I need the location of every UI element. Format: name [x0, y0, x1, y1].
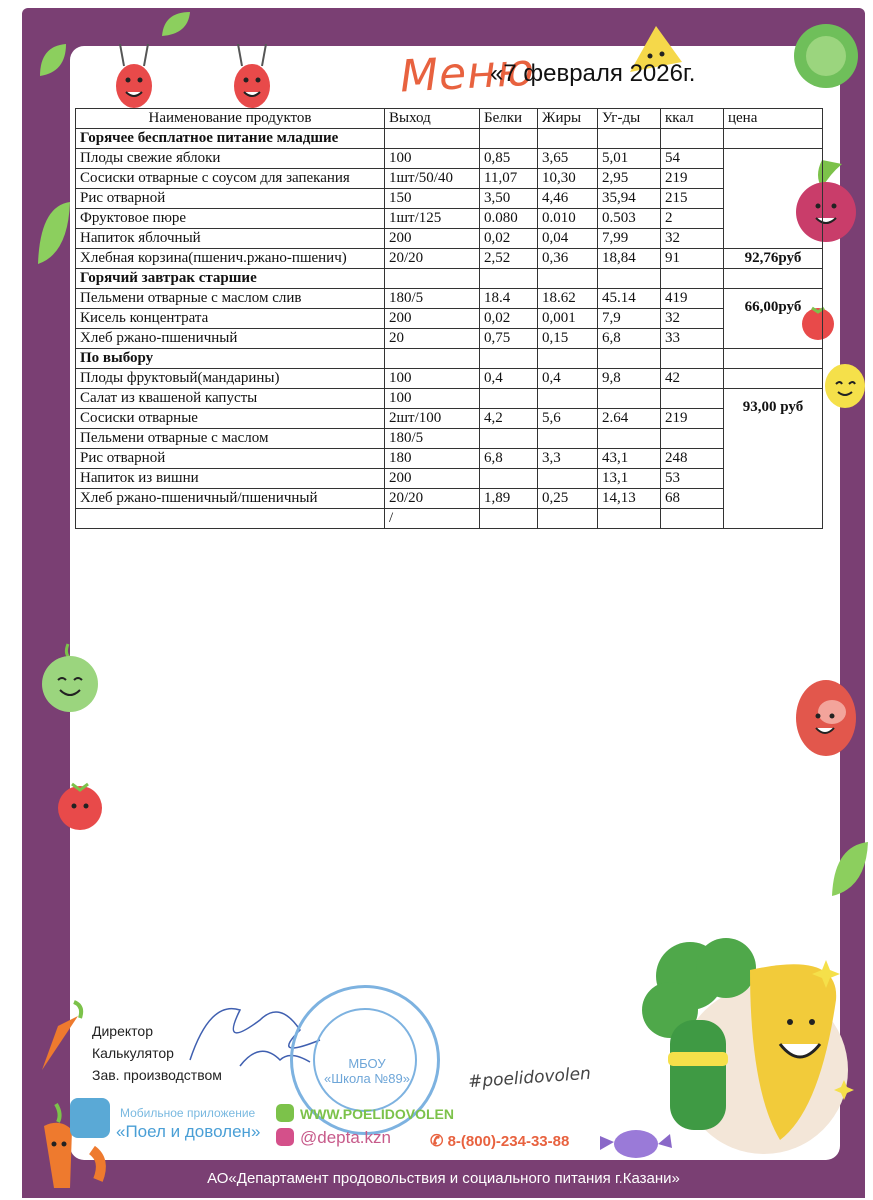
signature-block [92, 1020, 222, 1086]
dish-carbs [598, 429, 661, 449]
section-title: Горячее бесплатное питание младшие [76, 129, 385, 149]
dish-kcal [661, 509, 724, 529]
dish-carbs: 9,8 [598, 369, 661, 389]
dish-fat: 18.62 [538, 289, 598, 309]
dish-name [76, 509, 385, 529]
section-row [76, 129, 823, 149]
phone-row [430, 1131, 569, 1151]
dish-name: Кисель концентрата [76, 309, 385, 329]
table-row [76, 169, 823, 189]
app-name: «Поел и доволен» [116, 1122, 261, 1141]
stamp-line: МБОУ [348, 1056, 386, 1071]
dish-name: Напиток из вишни [76, 469, 385, 489]
dish-carbs: 7,9 [598, 309, 661, 329]
calculator-label: Калькулятор [92, 1045, 174, 1061]
hanging-tomato-right-icon [226, 44, 286, 114]
col-header-yield: Выход [385, 109, 480, 129]
price-choice: 93,00 руб [724, 389, 823, 529]
empty-cell [724, 129, 823, 149]
dish-carbs: 35,94 [598, 189, 661, 209]
menu-date: «7 февраля 2026г. [490, 60, 696, 87]
dish-fat [538, 389, 598, 409]
table-row [76, 449, 823, 469]
dish-protein: 0,75 [480, 329, 538, 349]
dish-protein [480, 469, 538, 489]
dish-fat: 3,65 [538, 149, 598, 169]
instagram-handle[interactable]: @depta.kzn [300, 1128, 391, 1147]
empty-cell [480, 269, 538, 289]
dish-carbs: 2,95 [598, 169, 661, 189]
leaf-icon [828, 838, 872, 900]
empty-cell [538, 129, 598, 149]
table-row [76, 189, 823, 209]
dish-yield: 200 [385, 229, 480, 249]
dish-fat: 0,36 [538, 249, 598, 269]
dish-yield: 200 [385, 469, 480, 489]
table-row [76, 309, 823, 329]
dish-carbs [598, 509, 661, 529]
dish-yield: 20 [385, 329, 480, 349]
dish-kcal: 68 [661, 489, 724, 509]
dish-name: Хлеб ржано-пшеничный/пшеничный [76, 489, 385, 509]
dish-carbs: 5,01 [598, 149, 661, 169]
dish-fat: 0,001 [538, 309, 598, 329]
col-header-kcal: ккал [661, 109, 724, 129]
dish-fat: 0,25 [538, 489, 598, 509]
dish-carbs: 14,13 [598, 489, 661, 509]
phone-icon: ✆ [430, 1133, 444, 1150]
app-icon [70, 1098, 110, 1138]
dish-fat [538, 469, 598, 489]
empty-cell [661, 129, 724, 149]
dish-protein: 0.080 [480, 209, 538, 229]
table-header-row [76, 109, 823, 129]
dish-carbs: 13,1 [598, 469, 661, 489]
dish-kcal: 32 [661, 309, 724, 329]
website-row [276, 1104, 454, 1122]
production-head-label: Зав. производством [92, 1067, 222, 1083]
dish-kcal: 91 [661, 249, 724, 269]
leaf-icon [34, 198, 74, 268]
dish-carbs: 2.64 [598, 409, 661, 429]
dish-yield: 180/5 [385, 289, 480, 309]
dish-protein [480, 429, 538, 449]
dish-kcal: 32 [661, 229, 724, 249]
dish-yield: 200 [385, 309, 480, 329]
dish-fat: 4,46 [538, 189, 598, 209]
dish-yield: 20/20 [385, 249, 480, 269]
dish-name: Пельмени отварные с маслом слив [76, 289, 385, 309]
dish-carbs: 0.503 [598, 209, 661, 229]
dish-protein: 0,02 [480, 309, 538, 329]
dish-protein: 6,8 [480, 449, 538, 469]
table-row [76, 229, 823, 249]
price-younger: 92,76руб [724, 249, 823, 269]
dish-protein: 2,52 [480, 249, 538, 269]
table-row [76, 469, 823, 489]
lemon-icon [822, 362, 868, 410]
dish-name: Плоды фруктовый(мандарины) [76, 369, 385, 389]
empty-cell [724, 269, 823, 289]
dish-carbs: 45.14 [598, 289, 661, 309]
empty-cell [598, 129, 661, 149]
table-row [76, 289, 823, 309]
dish-yield: 2шт/100 [385, 409, 480, 429]
col-header-fat: Жиры [538, 109, 598, 129]
empty-cell [598, 269, 661, 289]
dish-fat: 0,4 [538, 369, 598, 389]
dish-protein: 11,07 [480, 169, 538, 189]
dish-name: Фруктовое пюре [76, 209, 385, 229]
instagram-row [276, 1128, 391, 1148]
dish-name: Хлеб ржано-пшеничный [76, 329, 385, 349]
dish-carbs: 18,84 [598, 249, 661, 269]
empty-cell [661, 349, 724, 369]
section-title: По выбору [76, 349, 385, 369]
dish-protein: 1,89 [480, 489, 538, 509]
table-row [76, 249, 823, 269]
dish-carbs: 43,1 [598, 449, 661, 469]
table-row [76, 429, 823, 449]
dish-kcal [661, 429, 724, 449]
instagram-icon [276, 1128, 294, 1146]
dish-protein: 18.4 [480, 289, 538, 309]
empty-cell [385, 349, 480, 369]
dish-fat: 0,15 [538, 329, 598, 349]
globe-icon [276, 1104, 294, 1122]
leaf-icon [36, 40, 70, 80]
dish-yield: 180 [385, 449, 480, 469]
price-cell-empty [724, 149, 823, 249]
empty-cell [385, 129, 480, 149]
dish-protein: 0,02 [480, 229, 538, 249]
dish-fat: 5,6 [538, 409, 598, 429]
cabbage-icon [790, 20, 860, 90]
dish-yield: / [385, 509, 480, 529]
empty-cell [538, 269, 598, 289]
dish-yield: 1шт/50/40 [385, 169, 480, 189]
dish-name: Хлебная корзина(пшенич.ржано-пшенич) [76, 249, 385, 269]
dish-kcal: 54 [661, 149, 724, 169]
dish-protein: 0,4 [480, 369, 538, 389]
dish-kcal: 42 [661, 369, 724, 389]
dish-name: Салат из квашеной капусты [76, 389, 385, 409]
dish-name: Плоды свежие яблоки [76, 149, 385, 169]
table-row [76, 389, 823, 409]
menu-title-script: Меню [398, 44, 537, 103]
dish-protein: 4,2 [480, 409, 538, 429]
dish-yield: 20/20 [385, 489, 480, 509]
meat-icon [792, 676, 862, 762]
dish-kcal: 33 [661, 329, 724, 349]
table-row [76, 409, 823, 429]
dish-yield: 100 [385, 389, 480, 409]
table-row [76, 369, 823, 389]
price-cell-empty [724, 369, 823, 389]
section-row [76, 269, 823, 289]
director-label: Директор [92, 1023, 153, 1039]
table-row [76, 209, 823, 229]
dish-fat [538, 429, 598, 449]
section-title: Горячий завтрак старшие [76, 269, 385, 289]
tomato-icon [54, 776, 106, 834]
dish-kcal: 2 [661, 209, 724, 229]
dish-kcal: 219 [661, 169, 724, 189]
empty-cell [480, 349, 538, 369]
col-header-name: Наименование продуктов [76, 109, 385, 129]
dish-yield: 100 [385, 149, 480, 169]
dish-yield: 1шт/125 [385, 209, 480, 229]
candy-icon [596, 1118, 676, 1166]
empty-cell [480, 129, 538, 149]
dish-kcal: 419 [661, 289, 724, 309]
dish-name: Сосиски отварные с соусом для запекания [76, 169, 385, 189]
table-row [76, 329, 823, 349]
hashtag: #poelidovolen [467, 1063, 592, 1093]
section-row [76, 349, 823, 369]
empty-cell [538, 349, 598, 369]
dish-name: Рис отварной [76, 189, 385, 209]
hanging-tomato-left-icon [108, 44, 168, 114]
empty-cell [385, 269, 480, 289]
dish-kcal: 53 [661, 469, 724, 489]
dish-kcal [661, 389, 724, 409]
dish-name: Пельмени отварные с маслом [76, 429, 385, 449]
dish-fat [538, 509, 598, 529]
apple-icon [36, 640, 106, 716]
dish-carbs: 7,99 [598, 229, 661, 249]
dish-yield: 100 [385, 369, 480, 389]
menu-table [75, 108, 823, 529]
dish-kcal: 248 [661, 449, 724, 469]
col-header-protein: Белки [480, 109, 538, 129]
carrot-icon [34, 996, 98, 1074]
dish-protein: 0,85 [480, 149, 538, 169]
col-header-price: цена [724, 109, 823, 129]
dish-yield: 180/5 [385, 429, 480, 449]
table-row [76, 489, 823, 509]
app-caption: Мобильное приложение [120, 1106, 256, 1120]
stamp-text [315, 1056, 419, 1086]
dish-name: Рис отварной [76, 449, 385, 469]
footer-text: АО«Департамент продовольствия и социального питания г.Казани» [207, 1170, 680, 1187]
table-row [76, 149, 823, 169]
dish-fat: 0,04 [538, 229, 598, 249]
col-header-carbs: Уг-ды [598, 109, 661, 129]
dish-yield: 150 [385, 189, 480, 209]
leaf-icon [158, 8, 194, 40]
dish-fat: 10,30 [538, 169, 598, 189]
dish-protein [480, 389, 538, 409]
dish-fat: 3,3 [538, 449, 598, 469]
dish-fat: 0.010 [538, 209, 598, 229]
table-row [76, 509, 823, 529]
stamp-line: «Школа №89» [324, 1071, 410, 1086]
stamp-inner-ring [313, 1008, 417, 1112]
empty-cell [598, 349, 661, 369]
dish-carbs [598, 389, 661, 409]
dish-kcal: 215 [661, 189, 724, 209]
empty-cell [724, 349, 823, 369]
dish-carbs: 6,8 [598, 329, 661, 349]
dish-kcal: 219 [661, 409, 724, 429]
dish-protein [480, 509, 538, 529]
price-older: 66,00руб [724, 289, 823, 349]
phone-number[interactable]: 8-(800)-234-33-88 [447, 1133, 570, 1150]
empty-cell [661, 269, 724, 289]
dish-name: Напиток яблочный [76, 229, 385, 249]
dish-protein: 3,50 [480, 189, 538, 209]
dish-name: Сосиски отварные [76, 409, 385, 429]
website-link[interactable]: WWW.POELIDOVOLEN [300, 1106, 454, 1122]
